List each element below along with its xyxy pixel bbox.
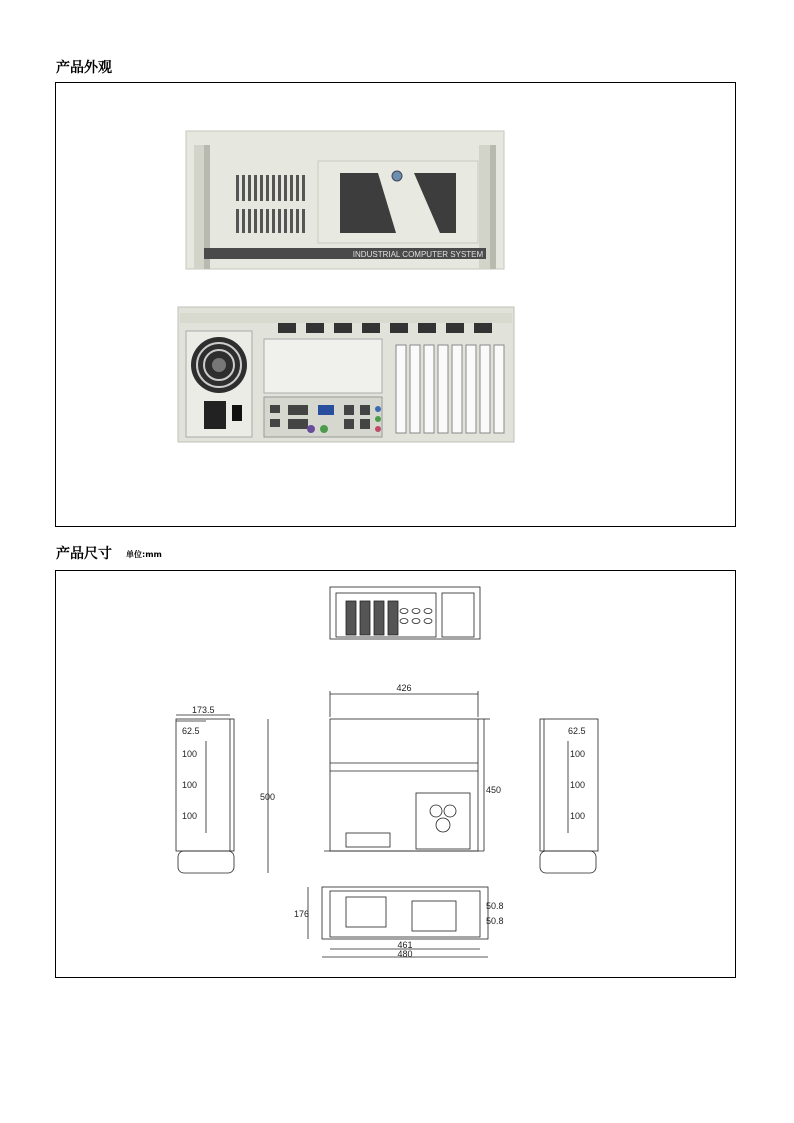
front-panel-label: INDUSTRIAL COMPUTER SYSTEM — [352, 250, 484, 259]
dimensions-frame — [55, 570, 736, 978]
dim-top-width: 426 — [396, 683, 412, 693]
dim-left-pitch-2: 100 — [182, 780, 198, 790]
appearance-frame — [55, 82, 736, 527]
front-drawing — [294, 887, 504, 959]
dim-left-total: 500 — [260, 792, 276, 802]
dim-left-first-hole: 62.5 — [182, 726, 200, 736]
dim-side-depth: 173.5 — [192, 705, 215, 715]
dimension-drawing — [56, 571, 735, 977]
dim-right-pitch-1: 100 — [570, 749, 586, 759]
dim-front-overall-width: 480 — [397, 949, 413, 959]
dim-right-pitch-3: 100 — [570, 811, 586, 821]
chassis-photos — [56, 83, 735, 526]
dim-left-pitch-1: 100 — [182, 749, 198, 759]
dim-right-pitch-2: 100 — [570, 780, 586, 790]
dim-right-first-hole: 62.5 — [568, 726, 586, 736]
unit-label: 单位:mm — [126, 549, 162, 559]
dim-front-body-width: 461 — [397, 940, 413, 950]
dim-front-hole-2: 50.8 — [486, 916, 504, 926]
top-drawing — [324, 683, 501, 851]
rear-drawing — [330, 587, 480, 639]
left-side-drawing — [176, 705, 275, 873]
dim-left-pitch-3: 100 — [182, 811, 198, 821]
dim-front-hole-1: 50.8 — [486, 901, 504, 911]
appearance-title: 产品外观 — [56, 60, 112, 76]
dim-top-depth: 450 — [486, 785, 502, 795]
front-view-image — [186, 131, 504, 269]
dimensions-title — [56, 543, 162, 563]
right-side-drawing — [540, 719, 598, 873]
dimensions-title-text: 产品尺寸 — [56, 546, 112, 562]
dim-front-height: 176 — [294, 909, 310, 919]
rear-view-image — [178, 307, 514, 442]
